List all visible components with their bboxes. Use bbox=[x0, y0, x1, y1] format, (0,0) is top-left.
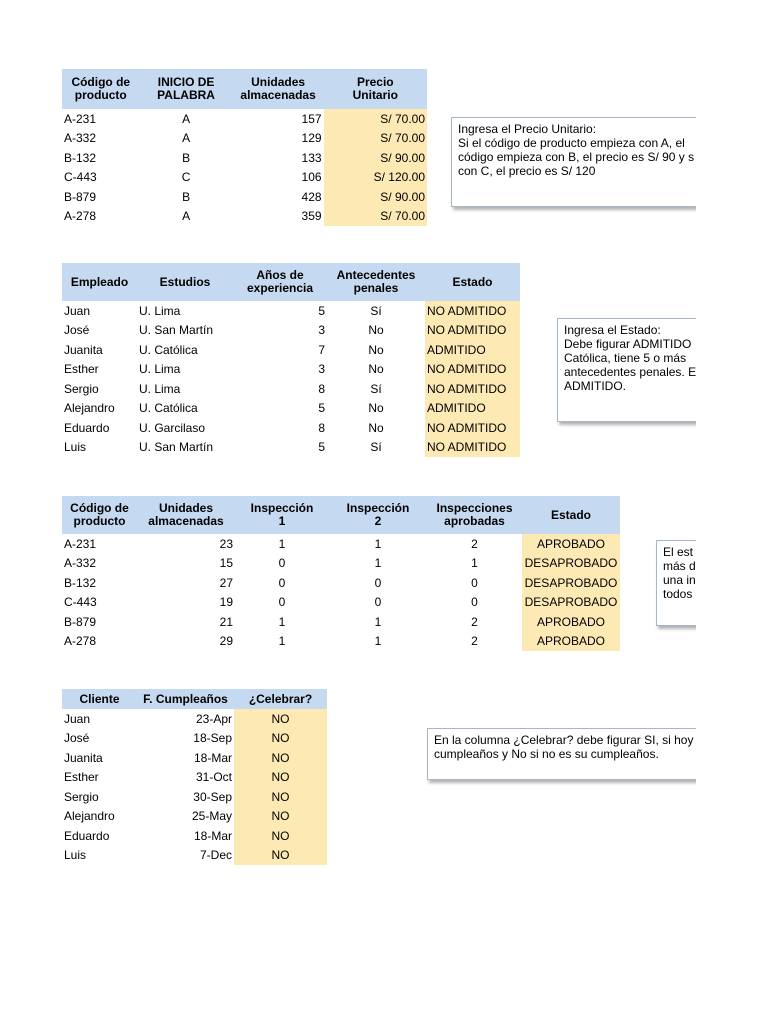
table-row: A-332 15 0 1 1 DESAPROBADO bbox=[62, 554, 620, 574]
header-antecedentes: Antecedentes penales bbox=[327, 263, 425, 301]
employee-status-table bbox=[62, 263, 520, 457]
table-row: Eduardo 18-Mar NO bbox=[62, 826, 327, 846]
header-inspeccion-1: Inspección 1 bbox=[235, 496, 329, 534]
header-anios: Años de experiencia bbox=[233, 263, 327, 301]
header-cliente: Cliente bbox=[62, 689, 137, 709]
table-row: B-132 27 0 0 0 DESAPROBADO bbox=[62, 573, 620, 593]
table-row: José 18-Sep NO bbox=[62, 729, 327, 749]
table-row: Alejandro U. Católica 5 No ADMITIDO bbox=[62, 399, 520, 419]
table-row: Eduardo U. Garcilaso 8 No NO ADMITIDO bbox=[62, 418, 520, 438]
table-row: C-443 19 0 0 0 DESAPROBADO bbox=[62, 593, 620, 613]
table-row: Luis 7-Dec NO bbox=[62, 846, 327, 866]
note-estado: Ingresa el Estado: Debe figurar ADMITIDO Católica, tiene 5 o más antecedentes penales. E ADMITIDO. bbox=[557, 318, 717, 422]
table-row: Alejandro 25-May NO bbox=[62, 807, 327, 827]
table-row: Esther 31-Oct NO bbox=[62, 768, 327, 788]
header-estado: Estado bbox=[425, 263, 520, 301]
header-empleado: Empleado bbox=[62, 263, 137, 301]
table-row: Juan 23-Apr NO bbox=[62, 709, 327, 729]
table-row: Esther U. Lima 3 No NO ADMITIDO bbox=[62, 360, 520, 380]
note-precio-unitario: Ingresa el Precio Unitario: Si el código de producto empieza con A, el código empieza con B, el precio es S/ 90 y s con C, el precio es S/ 120 bbox=[451, 117, 711, 207]
table-row: A-278 29 1 1 2 APROBADO bbox=[62, 632, 620, 652]
table-row: Juanita U. Católica 7 No ADMITIDO bbox=[62, 340, 520, 360]
table-row: Sergio 30-Sep NO bbox=[62, 787, 327, 807]
table-row: Juanita 18-Mar NO bbox=[62, 748, 327, 768]
table-row: B-879 B 428 S/ 90.00 bbox=[62, 187, 427, 207]
table-row: A-278 A 359 S/ 70.00 bbox=[62, 207, 427, 227]
header-inspeccion-2: Inspección 2 bbox=[329, 496, 427, 534]
table-row: Luis U. San Martín 5 Sí NO ADMITIDO bbox=[62, 438, 520, 458]
viewport-clip bbox=[696, 0, 768, 1024]
birthday-table bbox=[62, 689, 327, 865]
header-unidades: Unidades almacenadas bbox=[137, 496, 235, 534]
header-inspecciones-aprobadas: Inspecciones aprobadas bbox=[427, 496, 522, 534]
header-cumpleanos: F. Cumpleaños bbox=[137, 689, 234, 709]
table-row: José U. San Martín 3 No NO ADMITIDO bbox=[62, 321, 520, 341]
table-row: B-879 21 1 1 2 APROBADO bbox=[62, 612, 620, 632]
table-row: A-332 A 129 S/ 70.00 bbox=[62, 129, 427, 149]
header-celebrar: ¿Celebrar? bbox=[234, 689, 327, 709]
header-inicio: INICIO DE PALABRA bbox=[140, 69, 233, 109]
header-estudios: Estudios bbox=[137, 263, 233, 301]
table-row: Juan U. Lima 5 Sí NO ADMITIDO bbox=[62, 301, 520, 321]
table-row: Sergio U. Lima 8 Sí NO ADMITIDO bbox=[62, 379, 520, 399]
table-row: B-132 B 133 S/ 90.00 bbox=[62, 148, 427, 168]
table-row: C-443 C 106 S/ 120.00 bbox=[62, 168, 427, 188]
header-codigo: Código de producto bbox=[62, 69, 140, 109]
header-estado: Estado bbox=[522, 496, 620, 534]
note-inspeccion: El est más d una in todos bbox=[656, 540, 716, 626]
inspection-table bbox=[62, 496, 620, 651]
header-unidades: Unidades almacenadas bbox=[233, 69, 324, 109]
table-row: A-231 23 1 1 2 APROBADO bbox=[62, 534, 620, 554]
note-celebrar: En la columna ¿Celebrar? debe figurar SI, si hoy cumpleaños y No si no es su cumpleaños. bbox=[427, 728, 717, 780]
header-precio: Precio Unitario bbox=[324, 69, 427, 109]
table-row: A-231 A 157 S/ 70.00 bbox=[62, 109, 427, 129]
product-price-table bbox=[62, 69, 427, 226]
header-codigo: Código de producto bbox=[62, 496, 137, 534]
